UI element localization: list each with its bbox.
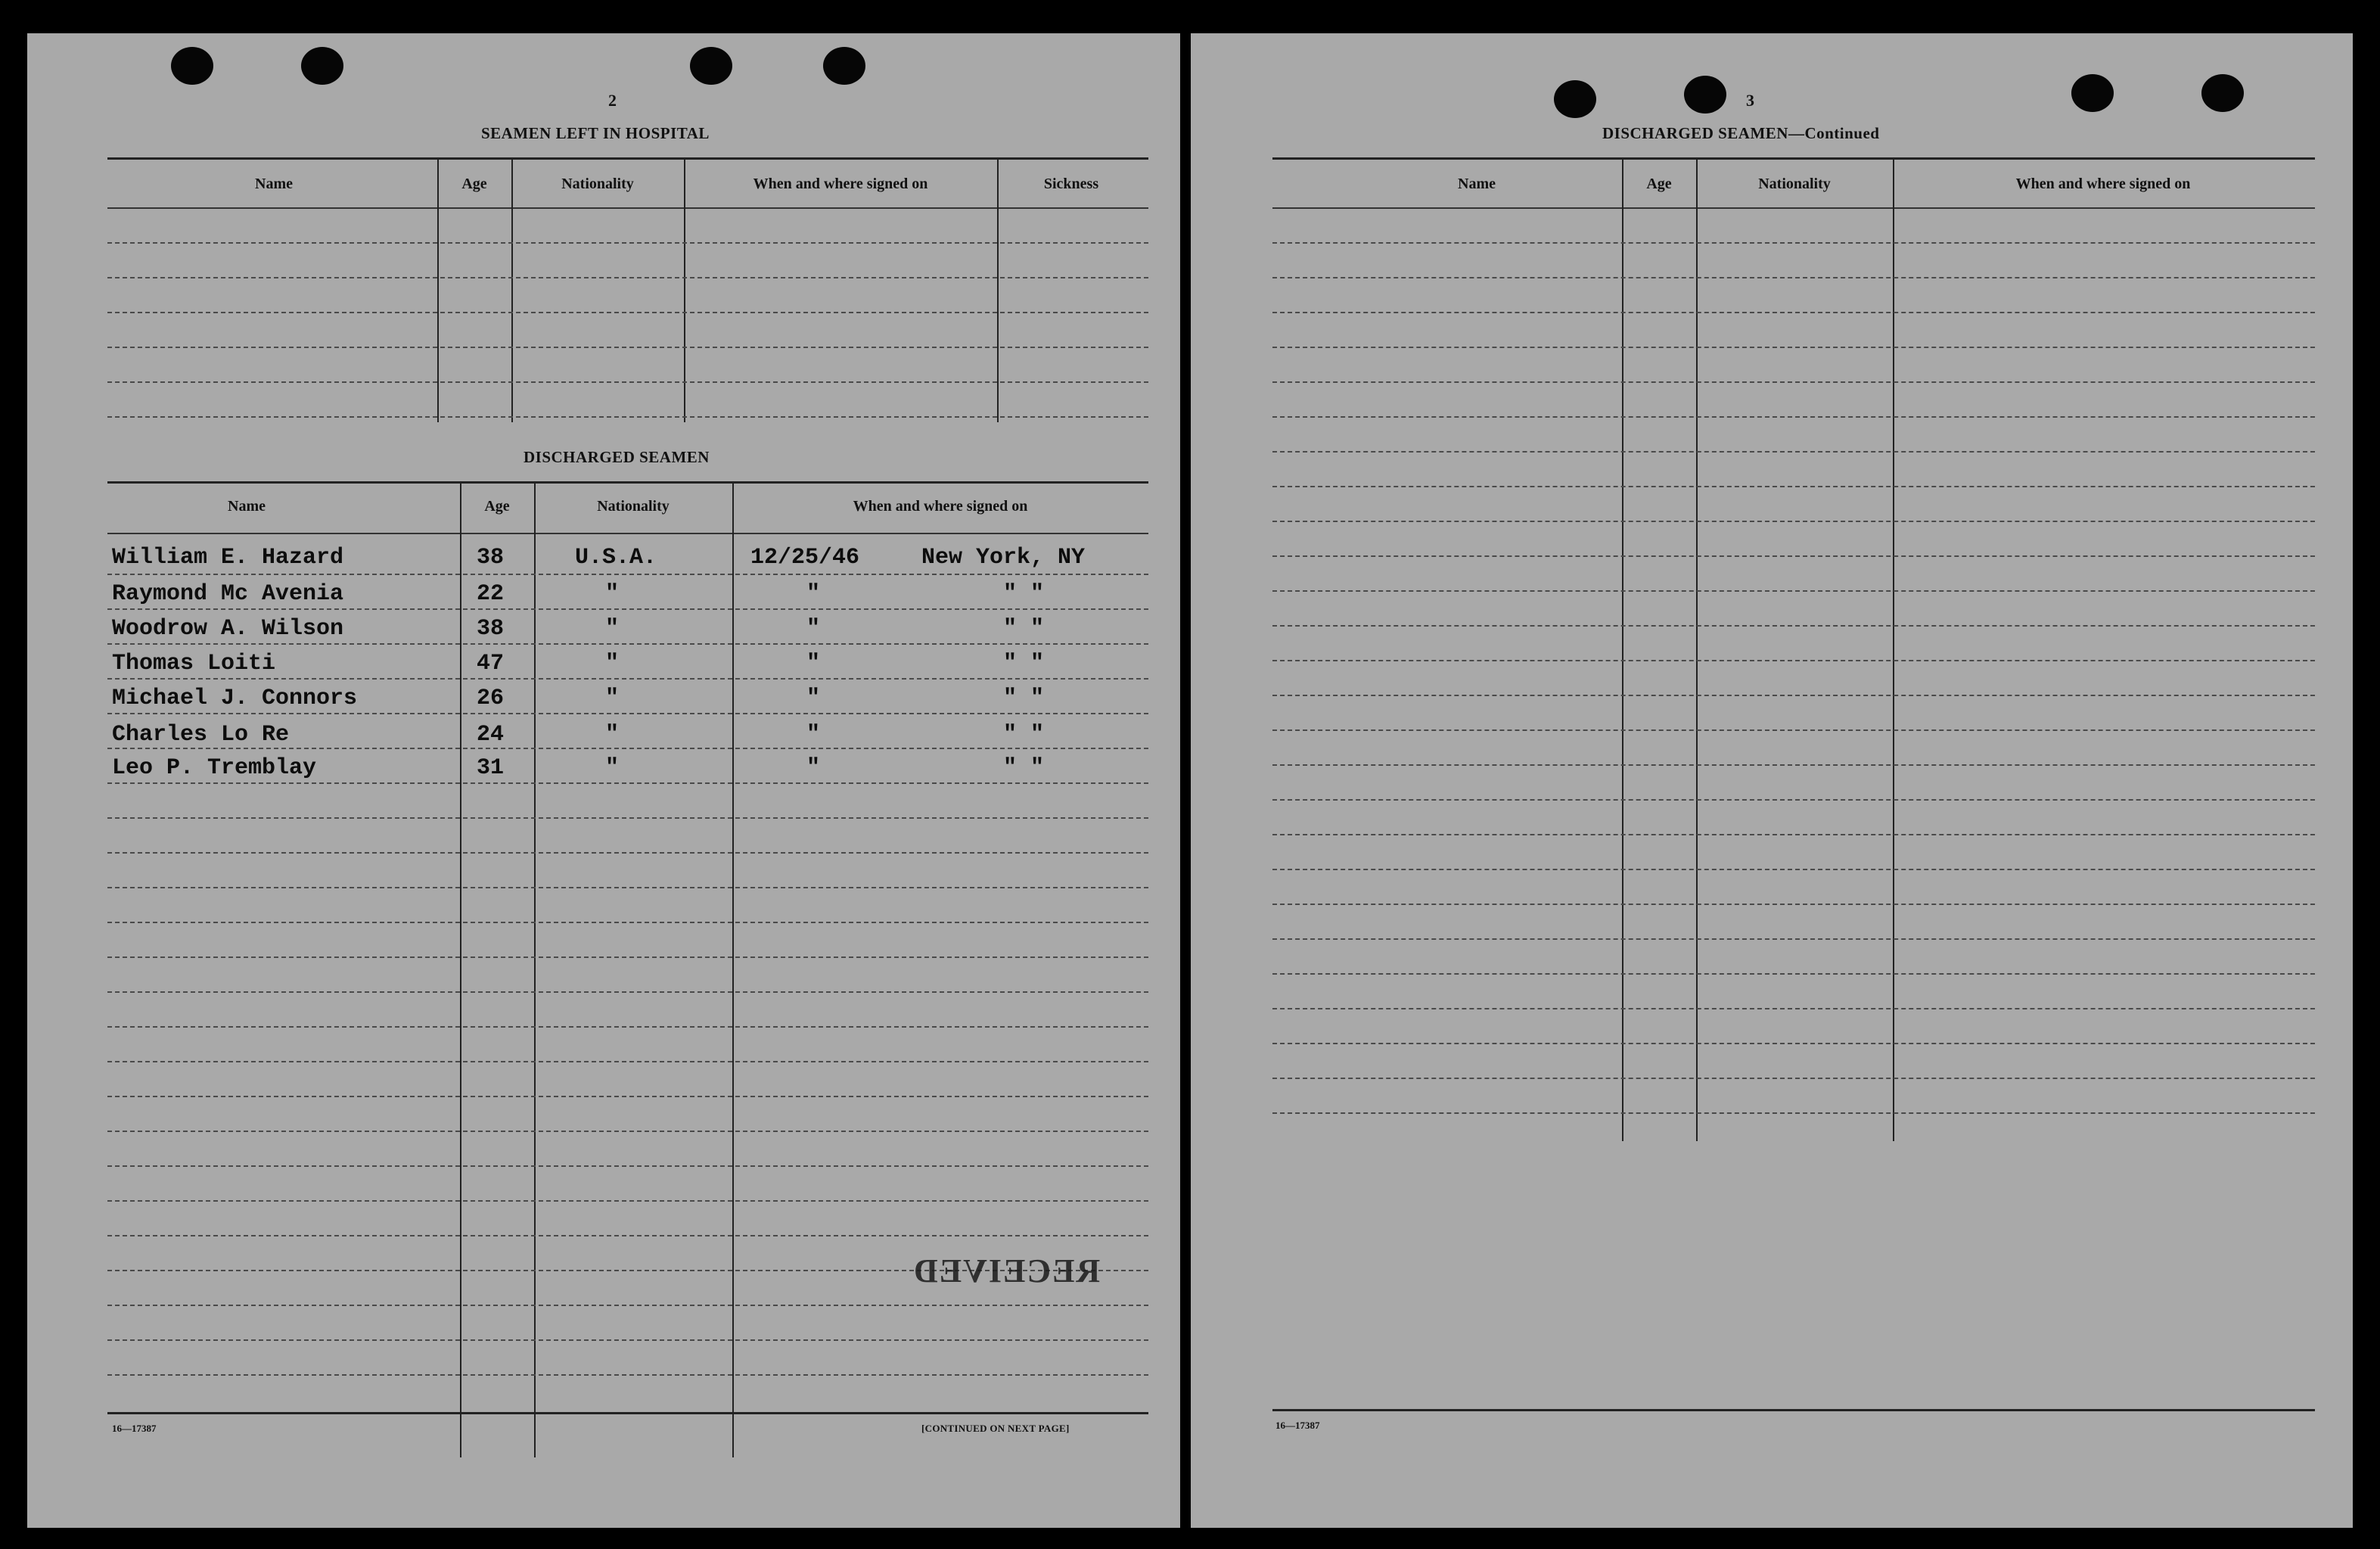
seaman-name: Charles Lo Re [112, 722, 290, 748]
table-rule [1272, 1409, 2315, 1411]
signed-on-place: " " [1003, 651, 1045, 677]
seaman-name: Leo P. Tremblay [112, 755, 317, 781]
entry-line [107, 1339, 1148, 1341]
signed-on-date: " [806, 722, 821, 748]
signed-on-date: " [806, 616, 821, 642]
entry-line [107, 312, 1148, 313]
punch-hole [2071, 74, 2114, 112]
column-header-age: Age [461, 176, 487, 192]
continued-note: [CONTINUED ON NEXT PAGE] [921, 1423, 1070, 1434]
entry-line [107, 782, 1148, 784]
punch-hole [171, 47, 213, 85]
seaman-name: Woodrow A. Wilson [112, 616, 344, 642]
signed-on-place: " " [1003, 581, 1045, 607]
entry-line [107, 277, 1148, 278]
entry-line [107, 1374, 1148, 1376]
entry-line [107, 852, 1148, 854]
punch-hole [2201, 74, 2244, 112]
column-divider [1893, 157, 1894, 1141]
entry-line [1272, 555, 2315, 557]
entry-line [1272, 660, 2315, 661]
entry-line [1272, 521, 2315, 522]
section-title-text: DISCHARGED SEAMEN [1602, 124, 1788, 142]
discharged-section-title: DISCHARGED SEAMEN [524, 448, 710, 466]
punch-hole [1554, 80, 1596, 118]
entry-line [107, 574, 1148, 575]
signed-on-place: " " [1003, 686, 1045, 711]
entry-line [1272, 764, 2315, 766]
table-rule [107, 533, 1148, 534]
entry-line [1272, 451, 2315, 453]
column-header-signed-on: When and where signed on [853, 498, 1028, 515]
entry-line [107, 608, 1148, 610]
seaman-nationality: " [605, 616, 620, 642]
entry-line [107, 347, 1148, 348]
seaman-age: 38 [477, 545, 505, 571]
entry-line [1272, 277, 2315, 278]
column-header-age: Age [1646, 176, 1672, 192]
table-rule [107, 157, 1148, 160]
seaman-age: 24 [477, 722, 505, 748]
table-rule [1272, 207, 2315, 209]
page-number: 3 [1746, 91, 1754, 110]
seaman-age: 38 [477, 616, 505, 642]
signed-on-place: New York, NY [921, 545, 1086, 571]
entry-line [107, 1131, 1148, 1132]
column-header-name: Name [255, 176, 293, 192]
entry-line [107, 381, 1148, 383]
seaman-age: 22 [477, 581, 505, 607]
entry-line [1272, 1043, 2315, 1044]
table-rule [107, 1412, 1148, 1414]
entry-line [1272, 1112, 2315, 1114]
column-header-name: Name [228, 498, 266, 515]
seaman-age: 47 [477, 651, 505, 677]
entry-line [107, 887, 1148, 888]
column-header-nationality: Nationality [561, 176, 634, 192]
entry-line [107, 817, 1148, 819]
entry-line [1272, 695, 2315, 696]
entry-line [1272, 347, 2315, 348]
entry-line [1272, 973, 2315, 975]
seaman-nationality: " [605, 581, 620, 607]
punch-hole [1684, 76, 1726, 114]
entry-line [107, 991, 1148, 993]
column-header-signed-on: When and where signed on [753, 176, 928, 192]
entry-line [107, 748, 1148, 749]
entry-line [107, 1061, 1148, 1062]
entry-line [107, 1026, 1148, 1028]
entry-line [107, 956, 1148, 958]
entry-line [107, 922, 1148, 923]
section-title-suffix: —Continued [1788, 124, 1880, 142]
discharged-continued-title [1602, 124, 1879, 143]
entry-line [1272, 834, 2315, 835]
seaman-age: 31 [477, 755, 505, 781]
signed-on-place: " " [1003, 616, 1045, 642]
entry-line [107, 1165, 1148, 1167]
seaman-nationality: " [605, 686, 620, 711]
column-header-nationality: Nationality [597, 498, 670, 515]
form-number: 16—17387 [1275, 1420, 1320, 1431]
entry-line [1272, 312, 2315, 313]
punch-hole [301, 47, 343, 85]
entry-line [107, 643, 1148, 645]
entry-line [107, 678, 1148, 680]
punch-hole [823, 47, 865, 85]
seaman-age: 26 [477, 686, 505, 711]
entry-line [1272, 242, 2315, 244]
entry-line [1272, 625, 2315, 627]
seaman-nationality: " [605, 755, 620, 781]
entry-line [107, 1200, 1148, 1202]
hospital-section-title: SEAMEN LEFT IN HOSPITAL [481, 124, 710, 142]
seaman-name: Thomas Loiti [112, 651, 276, 677]
table-rule [107, 207, 1148, 209]
entry-line [107, 713, 1148, 714]
signed-on-date: " [806, 581, 821, 607]
signed-on-date: " [806, 651, 821, 677]
left-page [27, 33, 1180, 1528]
column-header-name: Name [1458, 176, 1496, 192]
entry-line [1272, 904, 2315, 905]
signed-on-place: " " [1003, 722, 1045, 748]
entry-line [1272, 486, 2315, 487]
signed-on-date: " [806, 755, 821, 781]
entry-line [1272, 381, 2315, 383]
seaman-name: Raymond Mc Avenia [112, 581, 344, 607]
right-page [1191, 33, 2353, 1528]
entry-line [1272, 938, 2315, 940]
form-number: 16—17387 [112, 1423, 157, 1434]
column-divider [1622, 157, 1623, 1141]
entry-line [107, 416, 1148, 418]
signed-on-place: " " [1003, 755, 1045, 781]
column-header-sickness: Sickness [1043, 176, 1099, 192]
entry-line [1272, 869, 2315, 870]
received-stamp: RECEIVED [912, 1252, 1101, 1289]
column-divider [732, 481, 734, 1457]
entry-line [107, 1235, 1148, 1236]
seaman-name: Michael J. Connors [112, 686, 358, 711]
column-header-nationality: Nationality [1758, 176, 1831, 192]
seaman-nationality: " [605, 651, 620, 677]
seaman-nationality: U.S.A. [575, 545, 657, 571]
table-rule [1272, 157, 2315, 160]
column-divider [460, 481, 461, 1457]
entry-line [1272, 590, 2315, 592]
seaman-name: William E. Hazard [112, 545, 344, 571]
seaman-nationality: " [605, 722, 620, 748]
entry-line [1272, 416, 2315, 418]
entry-line [107, 1305, 1148, 1306]
page-number: 2 [608, 91, 617, 110]
signed-on-date: " [806, 686, 821, 711]
entry-line [1272, 729, 2315, 731]
column-header-signed-on: When and where signed on [2015, 176, 2191, 192]
signed-on-date: 12/25/46 [750, 545, 860, 571]
column-header-age: Age [484, 498, 510, 515]
column-divider [534, 481, 536, 1457]
table-rule [107, 481, 1148, 484]
entry-line [107, 242, 1148, 244]
entry-line [1272, 799, 2315, 801]
punch-hole [690, 47, 732, 85]
column-divider [1696, 157, 1698, 1141]
entry-line [1272, 1078, 2315, 1079]
entry-line [1272, 1008, 2315, 1009]
entry-line [107, 1096, 1148, 1097]
